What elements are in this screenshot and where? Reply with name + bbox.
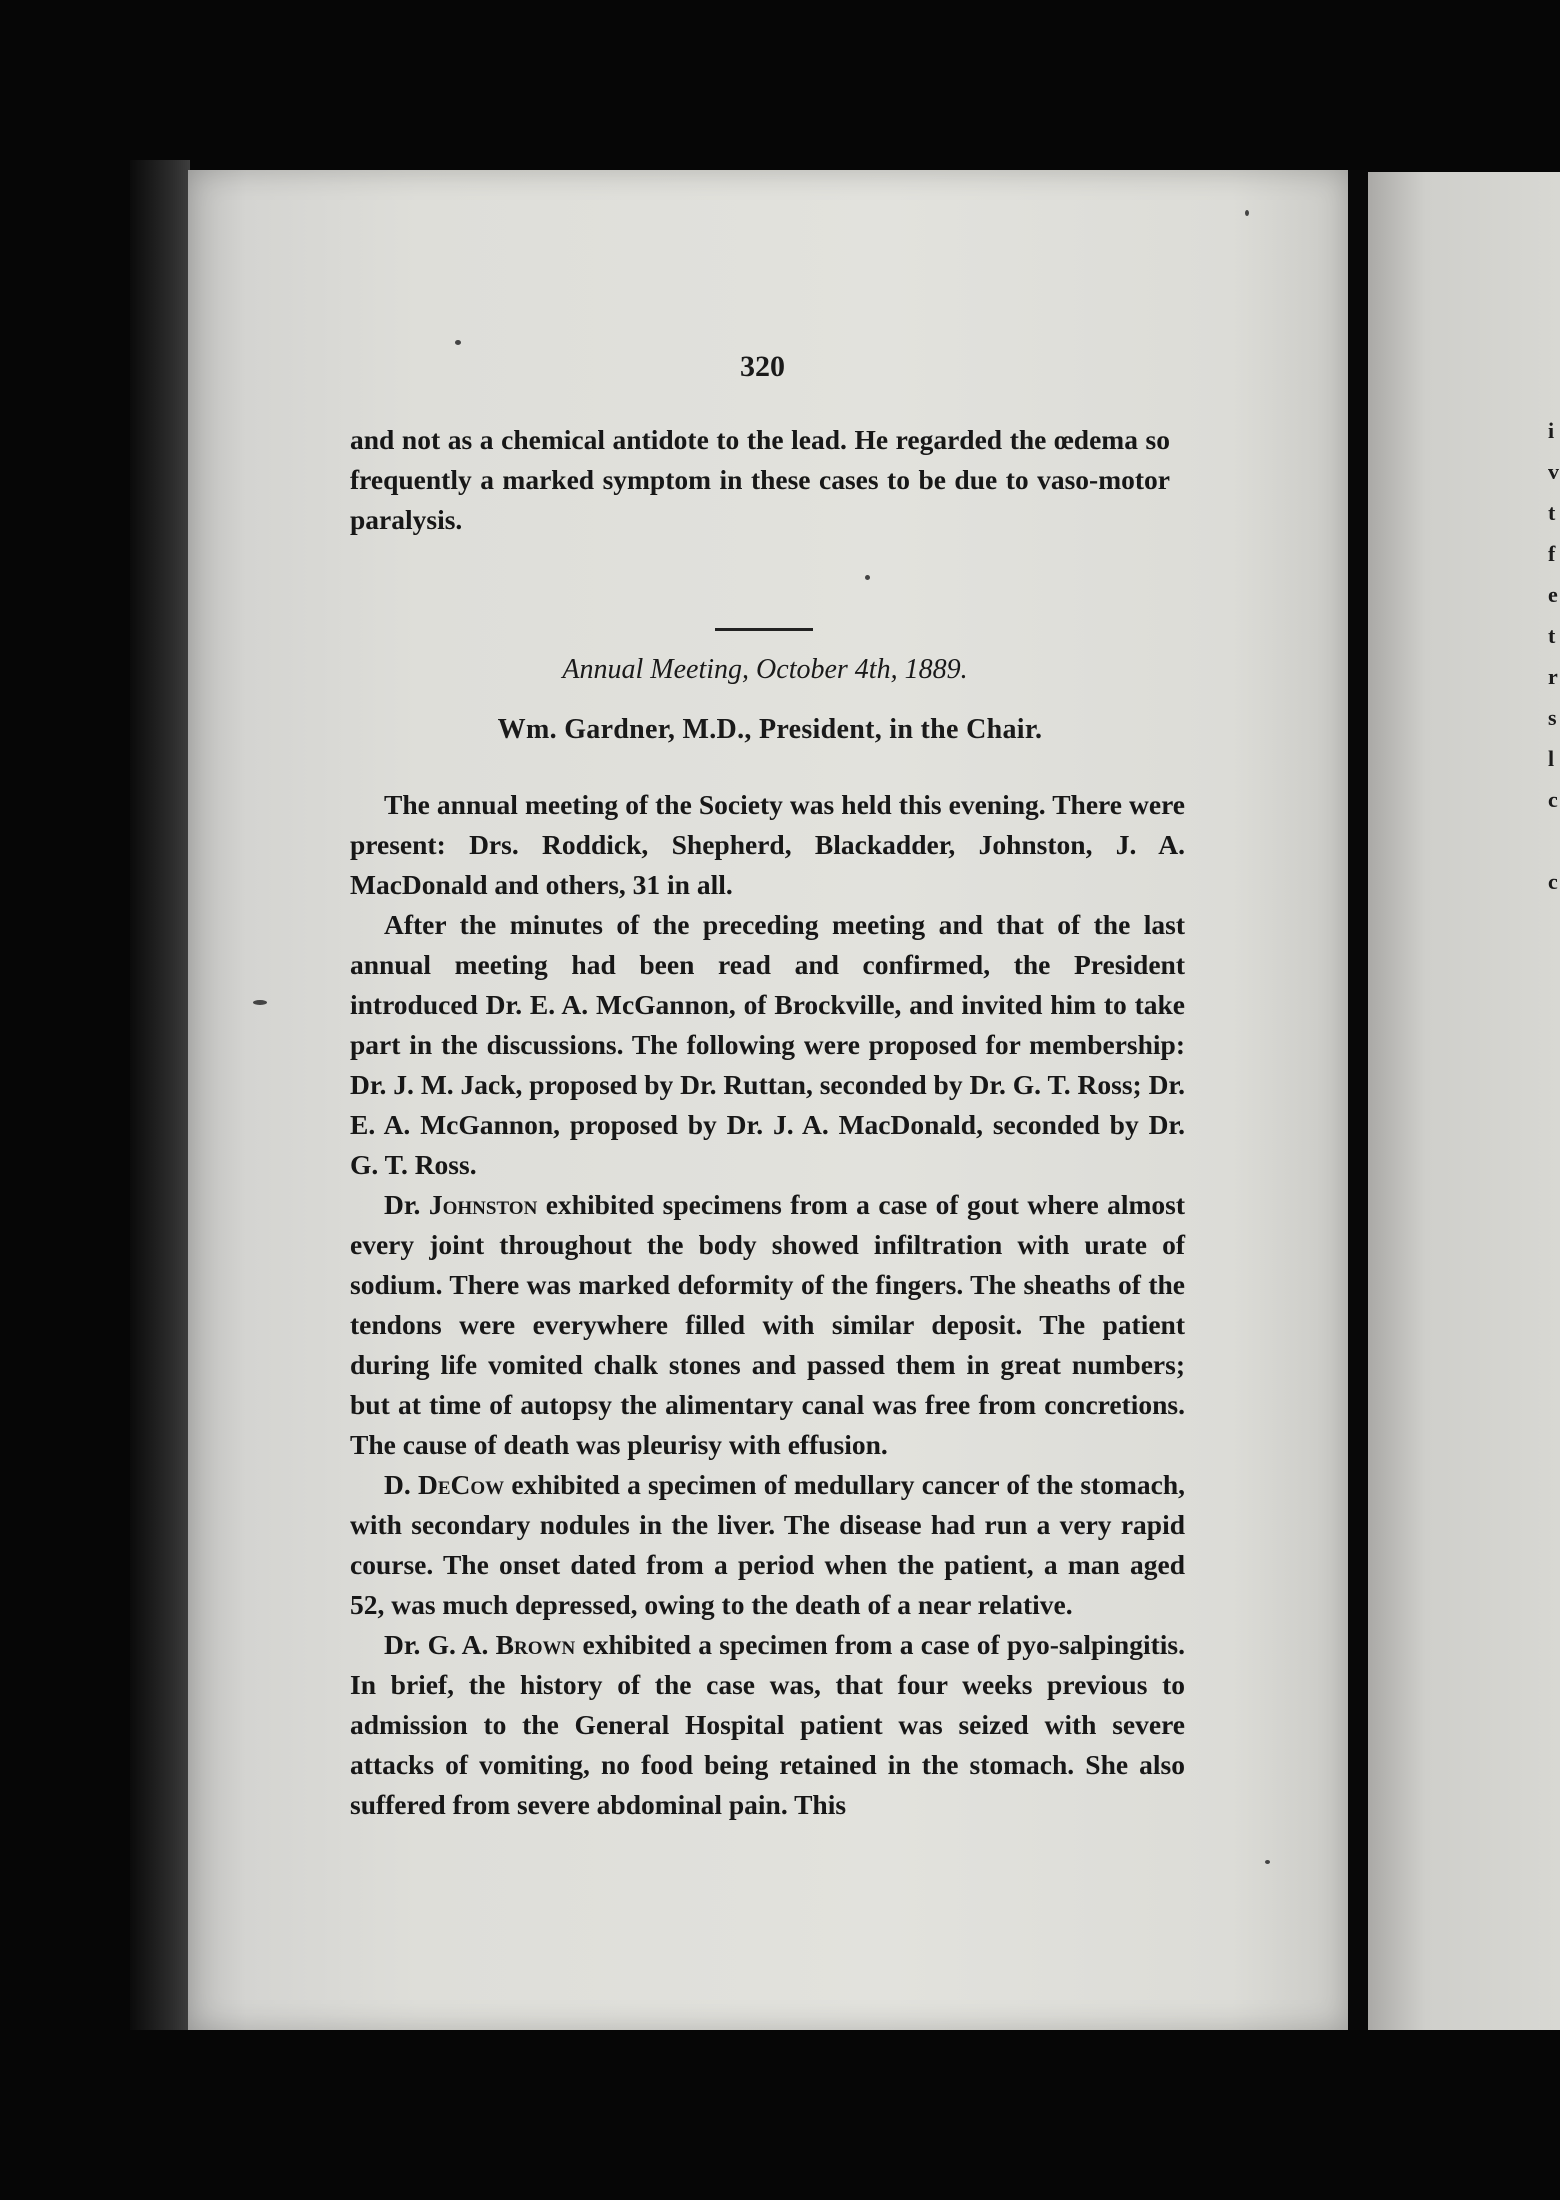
paragraph-attendance: The annual meeting of the Society was held this evening. There were present: Drs. Roddick, Shepherd, Blackadder, Johnston, J. A. MacDonald and others, 31 in all. bbox=[350, 789, 1185, 900]
right-page-fragment: v bbox=[1548, 459, 1559, 484]
right-page-fragment: i bbox=[1548, 418, 1555, 443]
right-page-fragment: s bbox=[1548, 705, 1557, 730]
right-page-fragment: r bbox=[1548, 664, 1558, 689]
right-page-fragment bbox=[1548, 820, 1560, 861]
paragraph-membership: After the minutes of the preceding meeting and that of the last annual meeting had been read and confirmed, the President introduced Dr. E. A. McGannon, of Brockville, and invited him to take part in the discussions. The following were proposed for membership: Dr. J. M. Jack, proposed by Dr. Ruttan, seconded by Dr. G. T. Ross; Dr. E. A. McGannon, proposed by Dr. J. A. MacDonald, seconded by Dr. G. T. Ross. bbox=[350, 909, 1185, 1180]
continued-text: and not as a chemical antidote to the lead. He regarded the œdema so frequently a marked symptom in these cases to be due to vaso-motor paralysis. bbox=[350, 424, 1170, 535]
right-page-fragment: t bbox=[1548, 623, 1556, 648]
meeting-date-heading: Annual Meeting, October 4th, 1889. bbox=[562, 654, 968, 685]
scan-speck bbox=[455, 340, 461, 345]
right-page-text-fragments bbox=[1548, 410, 1560, 902]
continued-paragraph bbox=[350, 420, 1170, 540]
paragraph-lead: Dr. G. A. bbox=[384, 1629, 496, 1660]
right-page-fragment: t bbox=[1548, 500, 1556, 525]
presenter-name: Brown bbox=[495, 1629, 576, 1660]
paragraph-lead: Dr. bbox=[384, 1189, 429, 1220]
book-spine bbox=[130, 160, 190, 2030]
paragraph-salpingitis-specimen bbox=[350, 1625, 1185, 1825]
paragraph-lead: D. bbox=[384, 1469, 418, 1500]
paragraph-text: exhibited specimens from a case of gout where almost every joint throughout the body showed infiltration with urate of sodium. There was marked deformity of the fingers. The sheaths of the tendons were everywhere filled with similar deposit. The patient during life vomited chalk stones and passed them in great numbers; but at time of autopsy the alimentary canal was free from concretions. The cause of death was pleurisy with effusion. bbox=[350, 1189, 1185, 1460]
right-page-fragment: c bbox=[1548, 869, 1558, 894]
right-page-fragment: c bbox=[1548, 787, 1558, 812]
right-page-fragment: f bbox=[1548, 541, 1556, 566]
meeting-chair-heading: Wm. Gardner, M.D., President, in the Chair. bbox=[497, 714, 1043, 745]
scan-speck bbox=[1245, 210, 1249, 216]
scan-speck bbox=[1265, 1860, 1270, 1864]
presenter-name: DeCow bbox=[417, 1469, 505, 1500]
right-page-edge bbox=[1368, 172, 1560, 2030]
paragraph-gout-specimen bbox=[350, 1185, 1185, 1465]
paragraph-text: exhibited a specimen from a case of pyo-salpingitis. In brief, the history of the case was, that four weeks previous to admission to the General Hospital patient was seized with severe attacks of vomiting, no food being retained in the stomach. She also suffered from severe abdominal pain. This bbox=[350, 1629, 1185, 1820]
meeting-minutes-body bbox=[350, 785, 1185, 1825]
right-page-fragment: e bbox=[1548, 582, 1558, 607]
scan-speck bbox=[253, 1000, 267, 1005]
paragraph-cancer-specimen bbox=[350, 1465, 1185, 1625]
presenter-name: Johnston bbox=[428, 1189, 538, 1220]
section-divider bbox=[715, 628, 813, 631]
paragraph-text: exhibited a specimen of medullary cancer of the stomach, with secondary nodules in the liver. The disease had run a very rapid course. The onset dated from a period when the patient, a man aged 52, was much depressed, owing to the death of a near relative. bbox=[350, 1469, 1185, 1620]
scan-speck bbox=[865, 575, 870, 580]
page-number: 320 bbox=[740, 350, 785, 383]
page-gutter bbox=[1348, 170, 1368, 2030]
right-page-fragment: l bbox=[1548, 746, 1555, 771]
